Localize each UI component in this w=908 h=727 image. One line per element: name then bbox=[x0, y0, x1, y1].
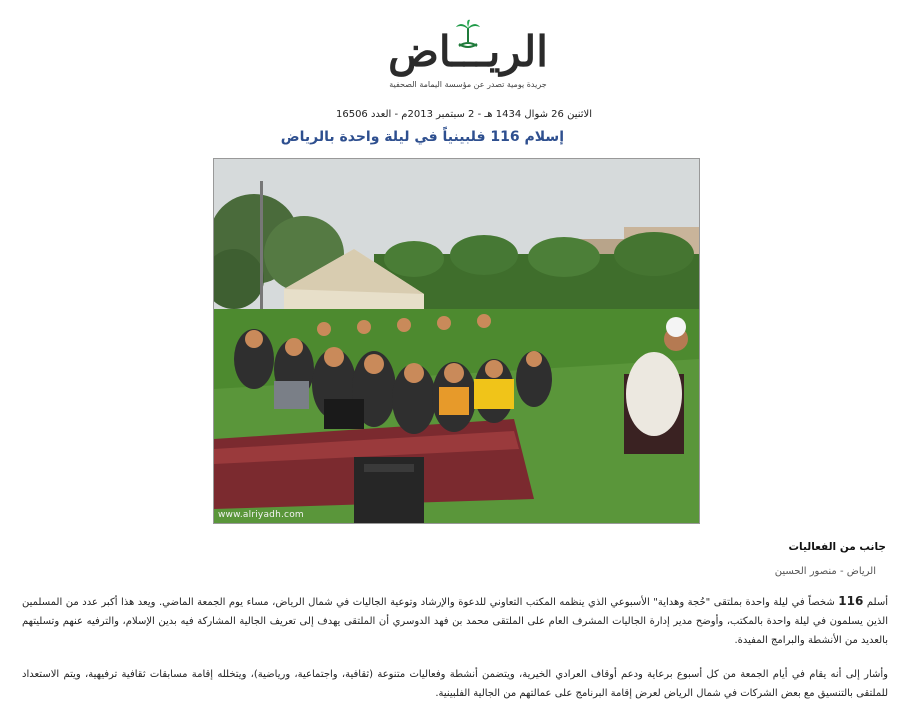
article-byline: الرياض - منصور الحسين bbox=[774, 566, 876, 577]
masthead-logo-text: الريـــاض bbox=[388, 27, 548, 76]
photo-watermark: www.alriyadh.com bbox=[218, 510, 304, 520]
converts-count: 116 bbox=[838, 594, 864, 608]
masthead-tagline: جريدة يومية تصدر عن مؤسسة اليمامة الصحفية bbox=[389, 80, 547, 89]
article-headline: إسلام 116 فلبينياً في ليلة واحدة بالرياض bbox=[280, 129, 564, 145]
photo-caption: جانب من الفعاليات bbox=[788, 541, 886, 553]
issue-dateline: الاثنين 26 شوال 1434 هـ - 2 سبتمبر 2013م - العدد 16506 bbox=[335, 109, 592, 120]
article-paragraph: وأشار إلى أنه يقام في أيام الجمعة من كل أسبوع برعاية ودعم أوقاف العرادي الخيرية، ويتضمن أنشطة وفعاليات متنوعة (ثقافية، واجتماعية، ورياضية)، ويتخلله إقامة مسابقات ثقافية ترفيهية، ويتم الاستعداد للملتقى بالتنسيق مع بعض الشركات في شمال الرياض لعرض إقامة البرنامج على عمالتهم من الجالية الفلبينية. bbox=[22, 669, 888, 699]
newspaper-masthead bbox=[383, 18, 553, 98]
paragraph-text: شخصاً في ليلة واحدة بملتقى "حُجة وهداية" الأسبوعي الذي ينظمه المكتب التعاوني للدعوة والإرشاد وتوعية الجاليات في شمال الرياض، مساء يوم الجمعة الماضي. ويعد هذا أكبر عدد من المسلمين الذين يسلمون في ليلة واحدة بالمكتب، وأوضح مدير إدارة الجاليات المشرف العام على الملتقى محمد بن فهد الدوسري أن الملتقى يهدف إلى تعريف الجالية المشاركة فيه بدين الإسلام، والترفيه عنهم وتسليتهم بالعديد من الأنشطة والبرامج المفيدة. bbox=[22, 597, 888, 646]
article-photo bbox=[213, 158, 700, 524]
paragraph-lead-word: أسلم bbox=[866, 597, 888, 608]
event-photo-illustration bbox=[214, 159, 699, 523]
article-paragraph bbox=[22, 592, 888, 650]
